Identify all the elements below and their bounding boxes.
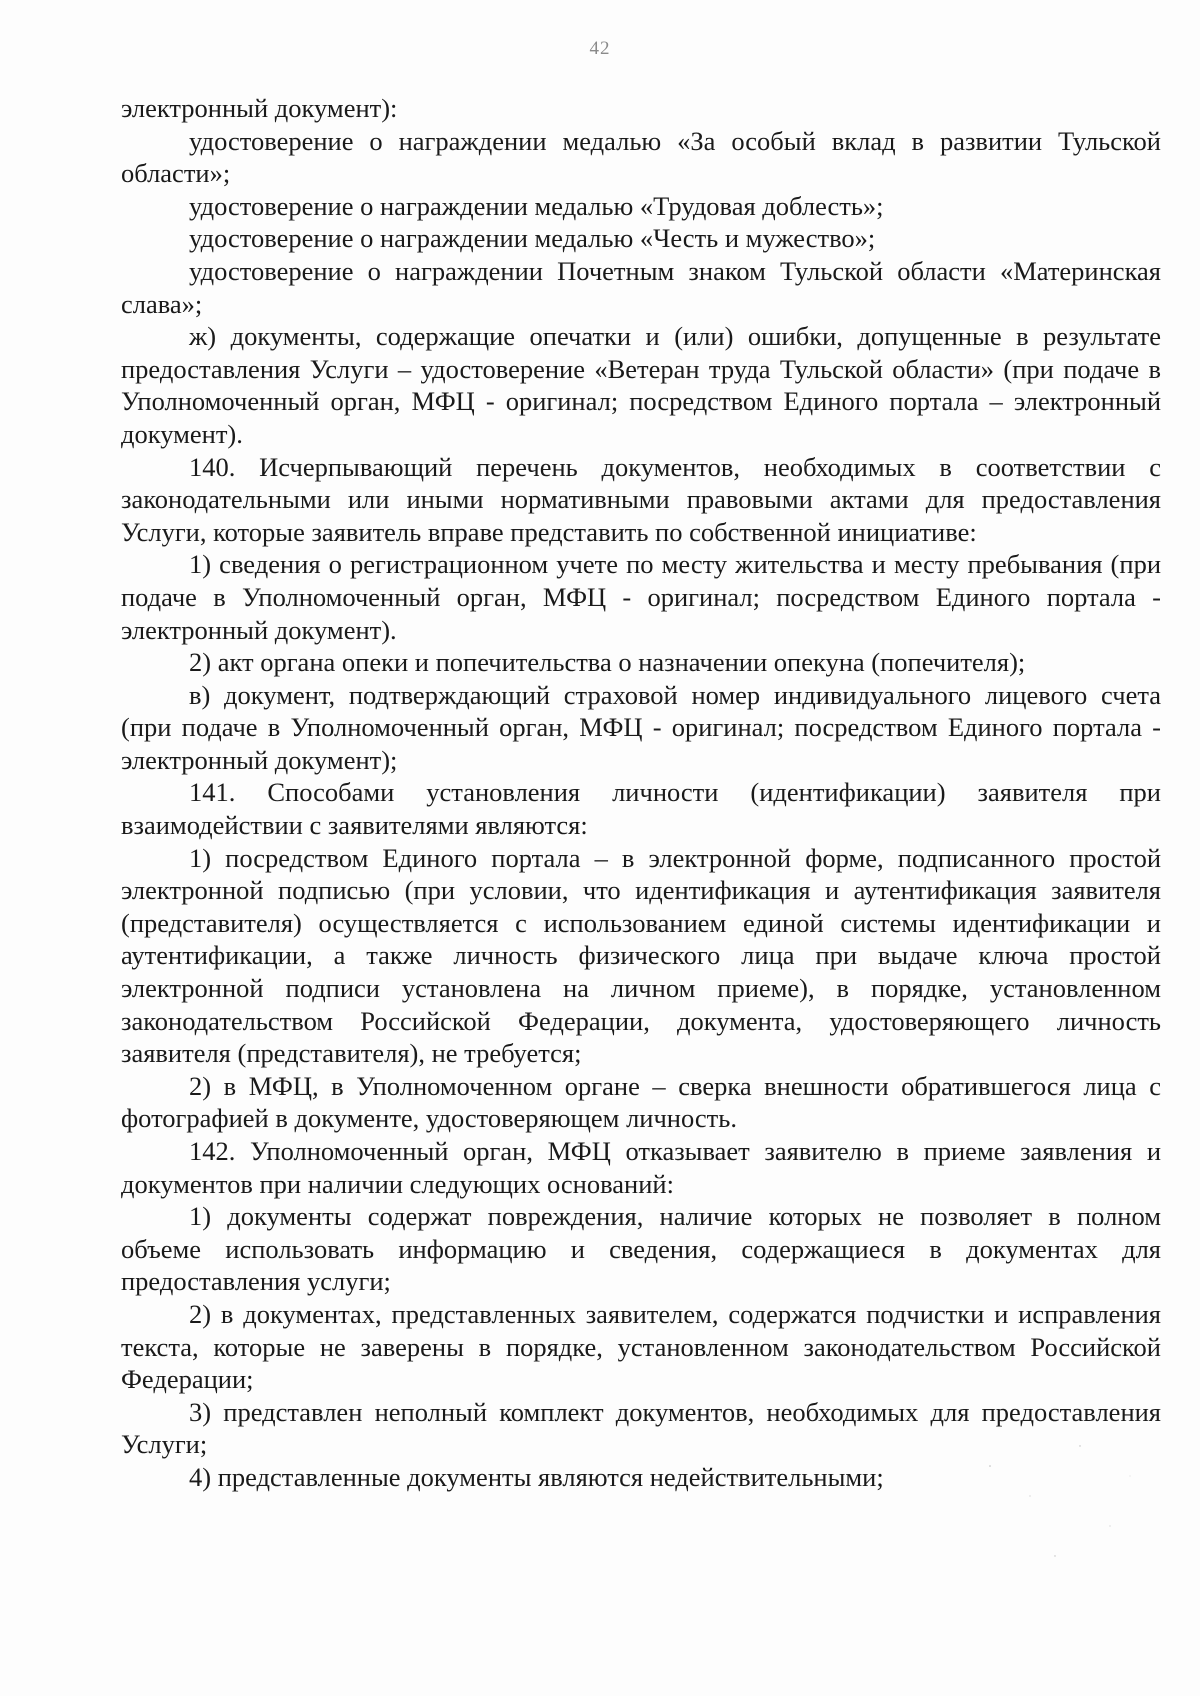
paragraph: ж) документы, содержащие опечатки и (или) ошибки, допущенные в результате предоставления Услуги – удостоверение «Ветеран труда Тульской области» (при подаче в Уполномоченный орган, МФЦ - оригинал; посредством Единого портала – электронный документ). <box>121 321 1161 449</box>
paragraph: удостоверение о награждении медалью «Трудовая доблесть»; <box>189 190 884 221</box>
paragraph: 140. Исчерпывающий перечень документов, необходимых в соответствии с законодательными или иными нормативными правовыми актами для предоставления Услуги, которые заявитель вправе представить по собственной инициативе: <box>121 451 1161 547</box>
paragraph: 141. Способами установления личности (идентификации) заявителя при взаимодействии с заявителями являются: <box>121 777 1161 841</box>
paragraph: 3) представлен неполный комплект документов, необходимых для предоставления Услуги; <box>121 1396 1161 1460</box>
paragraph: удостоверение о награждении медалью «Честь и мужество»; <box>189 223 876 254</box>
paragraph: электронный документ): <box>121 93 398 123</box>
paragraph: удостоверение о награждении Почетным знаком Тульской области «Материнская слава»; <box>121 255 1161 319</box>
page-number: 42 <box>589 38 611 59</box>
paragraph: 142. Уполномоченный орган, МФЦ отказывает заявителю в приеме заявления и документов при наличии следующих оснований: <box>121 1136 1161 1199</box>
document-body <box>121 92 1161 1494</box>
paragraph: удостоверение о награждении медалью «За особый вклад в развитии Тульской области»; <box>121 125 1161 189</box>
paragraph: 2) акт органа опеки и попечительства о назначении опекуна (попечителя); <box>189 647 1026 678</box>
paragraph: 1) документы содержат повреждения, наличие которых не позволяет в полном объеме использовать информацию и сведения, содержащиеся в документах для предоставления услуги; <box>121 1201 1161 1297</box>
paragraph: 2) в документах, представленных заявителем, содержатся подчистки и исправления текста, которые не заверены в порядке, установленном законодательством Российской Федерации; <box>121 1298 1161 1395</box>
paragraph: 2) в МФЦ, в Уполномоченном органе – сверка внешности обратившегося лица с фотографией в документе, удостоверяющем личность. <box>121 1070 1161 1134</box>
paragraph: 4) представленные документы являются недействительными; <box>189 1461 884 1492</box>
paragraph: 1) сведения о регистрационном учете по месту жительства и месту пребывания (при подаче в Уполномоченный орган, МФЦ - оригинал; посредством Единого портала - электронный документ). <box>121 549 1161 645</box>
paragraph: 1) посредством Единого портала – в электронной форме, подписанного простой электронной подписью (при условии, что идентификация и аутентификация заявителя (представителя) осуществляется с использованием единой системы идентификации и аутентификации, а также личность физического лица при выдаче ключа простой электронной подписи установлена на личном приеме), в порядке, установленном законодательством Российской Федерации, документа, удостоверяющего личность заявителя (представителя), не требуется; <box>121 842 1161 1069</box>
paragraph: в) документ, подтверждающий страховой номер индивидуального лицевого счета (при подаче в Уполномоченный орган, МФЦ - оригинал; посредством Единого портала - электронный документ); <box>121 679 1161 775</box>
